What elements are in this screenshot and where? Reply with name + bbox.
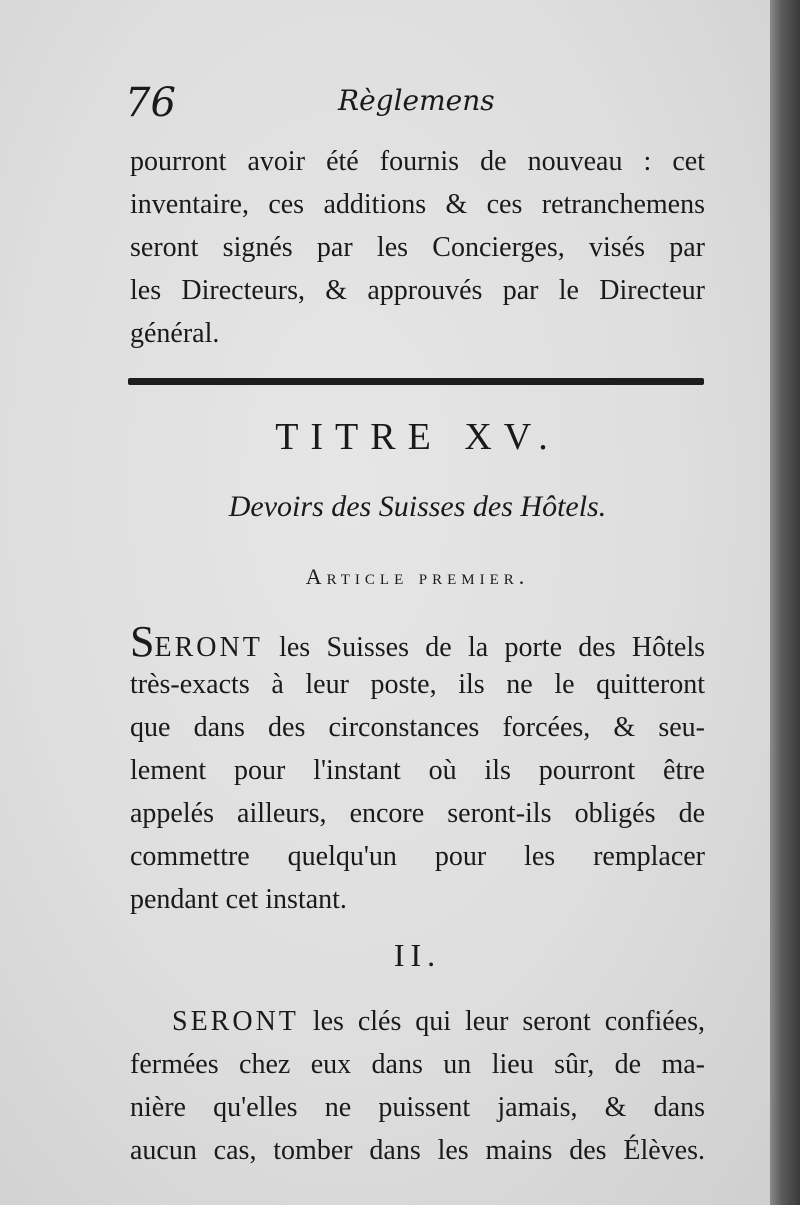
page-number: 76 <box>125 80 176 126</box>
section-title: TITRE XV. <box>275 416 560 458</box>
text-line: général. <box>130 318 220 349</box>
text-line <box>130 1000 705 1043</box>
lead-word: SERONT <box>172 1006 299 1037</box>
text-line: seront signés par les Concierges, visés par <box>130 232 705 263</box>
text-line: commettre quelqu'un pour les remplacer <box>130 841 705 872</box>
book-spine-edge <box>770 0 800 1205</box>
text-line: pendant cet instant. <box>130 884 347 915</box>
text-line: inventaire, ces additions & ces retranchemens <box>130 189 705 220</box>
text-line: nière qu'elles ne puissent jamais, & dans <box>130 1092 705 1123</box>
article-number: II. <box>393 937 442 973</box>
text-line: aucun cas, tomber dans les mains des Élèves. <box>130 1135 705 1166</box>
text-line: les Directeurs, & approuvés par le Directeur <box>130 275 705 306</box>
line-rest: les Suisses de la porte des Hôtels <box>262 632 705 663</box>
running-title: Règlemens <box>338 84 495 117</box>
text-line: pourront avoir été fournis de nouveau : cet <box>130 146 705 177</box>
lead-word: ERONT <box>154 632 263 663</box>
text-line: que dans des circonstances forcées, & seu- <box>130 712 705 743</box>
article-2-paragraph <box>130 1000 705 1172</box>
drop-cap: S <box>130 620 155 663</box>
text-line: lement pour l'instant où ils pourront être <box>130 755 705 786</box>
text-line: fermées chez eux dans un lieu sûr, de ma- <box>130 1049 705 1080</box>
section-subtitle: Devoirs des Suisses des Hôtels. <box>228 490 607 523</box>
text-line: très-exacts à leur poste, ils ne le quitteront <box>130 669 705 700</box>
text-line <box>130 620 705 663</box>
article-1-paragraph <box>130 620 705 921</box>
line-rest: les clés qui leur seront confiées, <box>298 1006 705 1037</box>
top-paragraph <box>130 140 705 355</box>
article-heading: Article premier. <box>305 564 530 589</box>
section-divider <box>128 378 704 385</box>
text-line: appelés ailleurs, encore seront-ils obligés de <box>130 798 705 829</box>
